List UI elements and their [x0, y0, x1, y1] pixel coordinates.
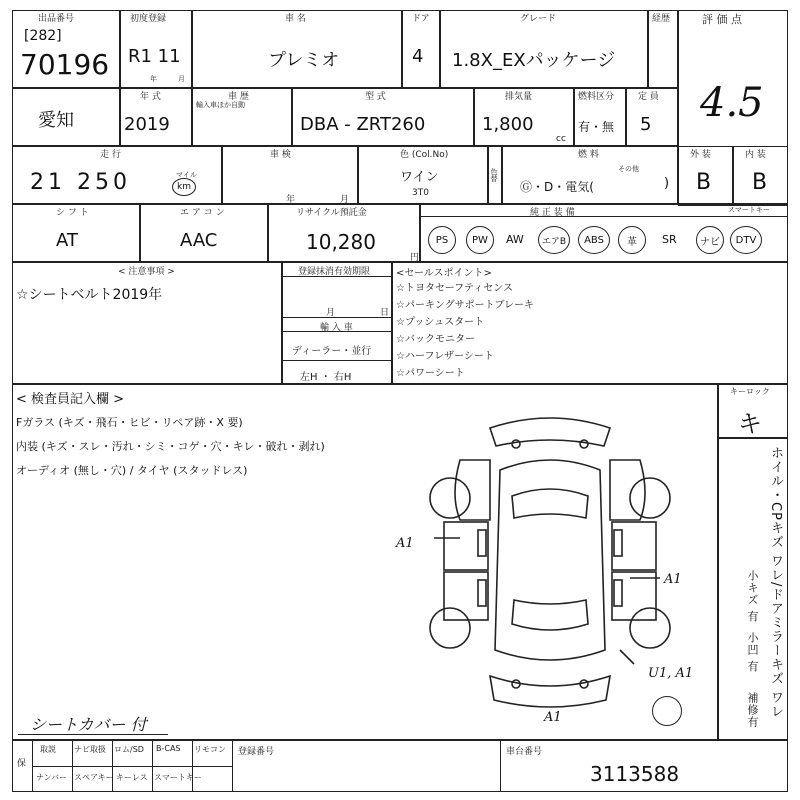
footer-label: ロム/SD — [114, 745, 144, 754]
equip-pw: PW — [466, 226, 494, 254]
sales-point: ☆ハーフレザーシート — [396, 351, 494, 362]
mileage-sub: マイル — [176, 171, 197, 179]
shift: AT — [56, 230, 78, 251]
cond-label: 経歴 — [652, 14, 671, 24]
chassis-hist-label: 車 歴 — [228, 92, 249, 102]
score-value: 4.5 — [700, 80, 764, 126]
color-label: 色 (Col.No) — [400, 150, 449, 160]
cc-unit: cc — [556, 134, 566, 144]
footer-mid-line — [32, 766, 232, 767]
inspector-line-2: 内装 (キズ・スレ・汚れ・シミ・コゲ・穴・キレ・破れ・剥れ) — [16, 440, 325, 453]
first-reg-month-unit: 月 — [178, 75, 185, 83]
footer-label: スペアキー — [74, 773, 114, 782]
reg-day: 日 — [380, 308, 390, 318]
lot-label: 出品番号 — [38, 14, 75, 24]
equip-abs: ABS — [578, 226, 610, 254]
rear-circle — [652, 696, 682, 726]
fuel-types: Ⓖ・D・電気( — [520, 180, 594, 194]
model-year: 2019 — [124, 114, 170, 135]
mark-u1-a1: U1, A1 — [648, 666, 694, 681]
sales-point: ☆パワーシート — [396, 368, 465, 379]
smartkey-label: スマートキー — [728, 206, 770, 214]
footer-label: スマートキー — [154, 773, 202, 782]
color: ワイン — [400, 170, 439, 185]
sales-label: <セールスポイント> — [396, 268, 492, 279]
reg-divider-4 — [282, 360, 392, 361]
fuel-other: その他 — [618, 165, 639, 173]
chassis-no-label: 車台番号 — [506, 747, 543, 757]
inspection-month: 月 — [340, 195, 350, 205]
chassis-no: 3113588 — [590, 762, 680, 786]
lot-number: 70196 — [20, 48, 110, 81]
inspector-line-3: オーディオ (無し・穴) / タイヤ (スタッドレス) — [16, 464, 248, 477]
footer-label: B-CAS — [156, 744, 181, 753]
note-underline — [18, 734, 168, 735]
side-text-3: 小凹 有 — [746, 632, 759, 673]
fuel-close-paren: ) — [664, 176, 670, 191]
footer-label: リモコン — [194, 745, 226, 754]
recycle: 10,280 — [306, 230, 376, 254]
footer-label: ナンバー — [36, 773, 68, 782]
footer-div-1 — [72, 740, 73, 792]
shift-label: シ フ ト — [56, 208, 89, 218]
footer-label: 取説 — [40, 745, 56, 754]
notes-cell — [12, 262, 282, 384]
chassis-hist-sub: 輸入車ほか自動 — [196, 101, 245, 109]
model-label: 車 名 — [285, 14, 306, 24]
score-label: 評 価 点 — [702, 13, 742, 26]
exterior-grade: B — [696, 170, 712, 195]
notes-text: ☆シートベルト2019年 — [16, 287, 163, 303]
footer-label: ナビ取扱 — [74, 745, 106, 754]
sales-point: ☆トヨタセーフティセンス — [396, 283, 513, 294]
ac-label: 燃料区分 — [578, 92, 615, 102]
sales-point: ☆プッシュスタート — [396, 317, 485, 328]
equip-ps: PS — [428, 226, 456, 254]
seats-label: 定 員 — [638, 92, 659, 102]
steering: 左H ・ 右H — [300, 372, 352, 383]
aircon: AAC — [180, 230, 218, 251]
equipment-divider — [420, 216, 788, 217]
recycle-label: リサイクル預託金 — [296, 208, 367, 218]
interior-grade: B — [752, 170, 768, 195]
side-text-4: 補修有 — [746, 692, 759, 728]
side-text-2: 小キズ 有 — [746, 570, 759, 623]
keylock-label: キーロック — [730, 387, 770, 396]
equip-aw: AW — [506, 233, 524, 246]
equipment-label: 純 正 装 備 — [530, 208, 575, 218]
notes-label: < 注意事項 > — [118, 267, 175, 277]
footer-label: 保 — [17, 759, 27, 769]
grade-label: グレード — [520, 14, 557, 24]
import-label: 輸 入 車 — [320, 323, 353, 333]
mark-a1-left: A1 — [396, 536, 414, 551]
mark-a1-right: A1 — [664, 572, 682, 587]
type-code: DBA - ZRT260 — [300, 114, 426, 135]
color-side: 色替 — [490, 168, 498, 182]
first-reg-label: 初度登録 — [130, 14, 167, 24]
cc-label: 排気量 — [505, 92, 533, 102]
equip-airbag: エアB — [538, 226, 570, 254]
reg-divider-2 — [282, 317, 392, 318]
footer-div-2 — [112, 740, 113, 792]
equip-leather: 革 — [618, 226, 646, 254]
grade: 1.8X_EXパッケージ — [452, 50, 616, 71]
reg-divider-3 — [282, 331, 392, 332]
keylock-value: キ — [738, 410, 762, 438]
inspection-year: 年 — [286, 195, 296, 205]
ac-status: 有・無 — [578, 120, 615, 134]
footer-div-4 — [192, 740, 193, 792]
inspector-line-1: Fガラス (キズ・飛石・ヒビ・リペア跡・X 要) — [16, 416, 243, 429]
mark-a1-bottom: A1 — [544, 710, 562, 725]
mileage-label: 走 行 — [100, 150, 121, 160]
model-name: プレミオ — [268, 50, 340, 71]
reg-no-label: 登録番号 — [238, 747, 275, 757]
reg-label: 登録抹消有効期限 — [298, 267, 371, 277]
inspector-label: < 検査員記入欄 > — [16, 392, 125, 407]
equip-sr: SR — [662, 233, 677, 246]
first-reg-year-unit: 年 — [150, 75, 157, 83]
side-text-1: ホイル・CPキズ ワレ/ドアミラーキズ ワレ — [768, 446, 783, 719]
sales-point: ☆パーキングサポートブレーキ — [396, 300, 534, 311]
interior-label: 内 装 — [745, 150, 766, 160]
equip-dtv: DTV — [730, 226, 762, 254]
first-reg: R1 11 — [128, 46, 181, 67]
reg-divider-1 — [282, 276, 392, 277]
type-label: 型 式 — [365, 92, 386, 102]
aircon-label: エ ア コ ン — [180, 208, 225, 218]
recycle-unit: 円 — [410, 253, 420, 263]
sales-point: ☆バックモニター — [396, 334, 475, 345]
displacement: 1,800 — [482, 114, 534, 135]
handwritten-note: シートカバー 付 — [30, 715, 147, 734]
door-label: ドア — [412, 14, 430, 24]
model-year-label: 年 式 — [140, 92, 161, 102]
car-diagram — [420, 400, 680, 720]
door-count: 4 — [412, 46, 424, 67]
color-code: 3T0 — [412, 188, 429, 198]
footer-div-3 — [152, 740, 153, 792]
reg-month: 月 — [326, 308, 336, 318]
mileage: 21 250 — [30, 170, 131, 195]
exterior-label: 外 装 — [690, 150, 711, 160]
footer-label: キーレス — [116, 773, 148, 782]
fuel-type-label: 燃 料 — [578, 150, 599, 160]
location: 愛知 — [38, 110, 74, 131]
mileage-unit: km — [172, 178, 196, 196]
import-dealer: ディーラー・並行 — [292, 346, 372, 357]
seats: 5 — [640, 114, 652, 135]
equip-navi: ナビ — [696, 226, 724, 254]
footer-div-5 — [232, 740, 233, 792]
footer-div-6 — [500, 740, 501, 792]
inspection-label: 車 検 — [270, 150, 291, 160]
lot-box: [282] — [24, 28, 62, 44]
